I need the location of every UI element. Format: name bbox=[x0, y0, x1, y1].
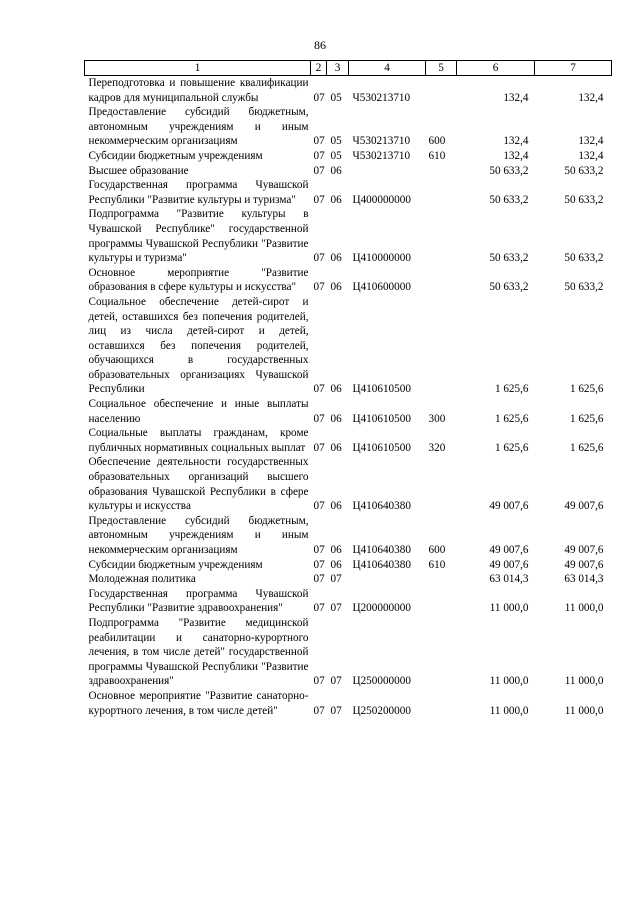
subsection-code: 05 bbox=[330, 91, 342, 104]
table-row bbox=[85, 587, 612, 616]
amount-year-1: 132,4 bbox=[503, 149, 529, 162]
subsection-code: 05 bbox=[330, 135, 342, 148]
item-name: Подпрограмма "Развитие медицинской реабилитации и санаторно-курортного лечения, в том числе детей" государственной программы Чувашской Республики "Развитие здравоохранения" bbox=[88, 616, 309, 688]
header-row bbox=[85, 61, 612, 76]
target-article-code: Ц410610500 bbox=[352, 383, 411, 396]
section-code: 07 bbox=[313, 544, 325, 556]
subsection-code: 07 bbox=[330, 704, 342, 717]
amount-year-1: 50 633,2 bbox=[489, 281, 529, 294]
amount-year-1: 11 000,0 bbox=[489, 602, 529, 615]
expense-type-code bbox=[426, 164, 457, 179]
section-code: 07 bbox=[313, 164, 325, 177]
target-article-code bbox=[349, 572, 426, 587]
section-code: 07 bbox=[313, 412, 325, 425]
subsection-code: 06 bbox=[330, 544, 342, 556]
table-row bbox=[85, 149, 612, 164]
amount-year-1: 132,4 bbox=[503, 91, 529, 104]
target-article-code: Ч530213710 bbox=[352, 149, 411, 162]
amount-year-1: 1 625,6 bbox=[494, 441, 529, 454]
subsection-code: 06 bbox=[330, 500, 342, 513]
column-header: 2 bbox=[311, 61, 327, 76]
item-name: Государственная программа Чувашской Республики "Развитие здравоохранения" bbox=[88, 587, 309, 615]
table-row bbox=[85, 178, 612, 207]
subsection-code: 07 bbox=[330, 675, 342, 688]
amount-year-1: 50 633,2 bbox=[489, 164, 529, 177]
section-code: 07 bbox=[313, 149, 325, 162]
table-row bbox=[85, 689, 612, 718]
amount-year-2: 49 007,6 bbox=[564, 544, 604, 556]
item-name: Предоставление субсидий бюджетным, автономным учреждениям и иным некоммерческим организациям bbox=[88, 514, 309, 556]
target-article-code: Ч530213710 bbox=[352, 91, 411, 104]
amount-year-2: 132,4 bbox=[578, 91, 604, 104]
expense-type-code bbox=[426, 587, 457, 616]
item-name: Субсидии бюджетным учреждениям bbox=[88, 558, 263, 571]
amount-year-1: 50 633,2 bbox=[489, 193, 529, 206]
column-header: 5 bbox=[426, 61, 457, 76]
target-article-code: Ц250000000 bbox=[352, 675, 411, 688]
item-name: Социальное обеспечение детей-сирот и детей, оставшихся без попечения родителей, лиц из числа детей-сирот и детей, оставшихся без попечения родителей, обучающихся в государственных образовательных организациях Чувашской Республики bbox=[88, 295, 309, 396]
table-row bbox=[85, 572, 612, 587]
subsection-code: 06 bbox=[330, 383, 342, 396]
target-article-code bbox=[349, 164, 426, 179]
amount-year-2: 63 014,3 bbox=[564, 573, 604, 586]
target-article-code: Ц410640380 bbox=[352, 500, 411, 513]
item-name: Высшее образование bbox=[88, 164, 189, 177]
target-article-code: Ц410640380 bbox=[352, 558, 411, 571]
section-code: 07 bbox=[313, 383, 325, 396]
amount-year-1: 49 007,6 bbox=[489, 544, 529, 556]
subsection-code: 06 bbox=[330, 412, 342, 425]
amount-year-2: 1 625,6 bbox=[569, 383, 604, 396]
expense-type-code bbox=[426, 689, 457, 718]
column-header: 7 bbox=[535, 61, 612, 76]
expense-type-code: 320 bbox=[428, 441, 446, 454]
amount-year-2: 11 000,0 bbox=[564, 602, 604, 615]
expense-type-code: 610 bbox=[428, 558, 446, 571]
amount-year-2: 49 007,6 bbox=[564, 500, 604, 513]
expense-type-code bbox=[426, 207, 457, 265]
subsection-code: 07 bbox=[330, 602, 342, 615]
item-name: Подпрограмма "Развитие культуры в Чувашской Республике" государственной программы Чувашской Республики "Развитие культуры и туризма" bbox=[88, 208, 309, 265]
amount-year-2: 1 625,6 bbox=[569, 412, 604, 425]
section-code: 07 bbox=[313, 558, 325, 571]
table-body bbox=[85, 76, 612, 719]
section-code: 07 bbox=[313, 704, 325, 717]
amount-year-2: 132,4 bbox=[578, 135, 604, 148]
amount-year-2: 50 633,2 bbox=[564, 281, 604, 294]
item-name: Обеспечение деятельности государственных образовательных организаций высшего образования Чувашской Республики в сфере культуры и искусства bbox=[88, 456, 309, 513]
table-row bbox=[85, 397, 612, 426]
item-name: Государственная программа Чувашской Республики "Развитие культуры и туризма" bbox=[88, 179, 309, 206]
subsection-code: 06 bbox=[330, 252, 342, 265]
subsection-code: 07 bbox=[330, 573, 342, 586]
section-code: 07 bbox=[313, 252, 325, 265]
table-row bbox=[85, 616, 612, 689]
expense-type-code bbox=[426, 76, 457, 106]
table-row bbox=[85, 426, 612, 455]
target-article-code: Ц200000000 bbox=[352, 602, 411, 615]
subsection-code: 06 bbox=[330, 441, 342, 454]
item-name: Переподготовка и повышение квалификации кадров для муниципальной службы bbox=[88, 77, 309, 104]
table-row bbox=[85, 266, 612, 295]
table-row bbox=[85, 105, 612, 149]
section-code: 07 bbox=[313, 135, 325, 148]
budget-table bbox=[84, 60, 612, 718]
amount-year-1: 132,4 bbox=[503, 135, 529, 148]
table-row bbox=[85, 207, 612, 265]
target-article-code: Ц410610500 bbox=[352, 441, 411, 454]
item-name: Молодежная политика bbox=[88, 573, 196, 586]
expense-type-code bbox=[426, 266, 457, 295]
expense-type-code bbox=[426, 295, 457, 397]
page-number: 86 bbox=[314, 38, 326, 52]
amount-year-1: 50 633,2 bbox=[489, 252, 529, 265]
amount-year-1: 1 625,6 bbox=[494, 412, 529, 425]
amount-year-2: 50 633,2 bbox=[564, 164, 604, 177]
item-name: Основное мероприятие "Развитие образования в сфере культуры и искусства" bbox=[88, 266, 309, 294]
expense-type-code bbox=[426, 455, 457, 513]
column-header: 1 bbox=[85, 61, 311, 76]
table-row bbox=[85, 295, 612, 397]
table-row bbox=[85, 76, 612, 106]
target-article-code: Ц400000000 bbox=[352, 193, 411, 206]
subsection-code: 06 bbox=[330, 281, 342, 294]
subsection-code: 06 bbox=[330, 193, 342, 206]
expense-type-code bbox=[426, 178, 457, 207]
table-row bbox=[85, 164, 612, 179]
target-article-code: Ц410600000 bbox=[352, 281, 411, 294]
table-header bbox=[85, 61, 612, 76]
section-code: 07 bbox=[313, 602, 325, 615]
amount-year-1: 49 007,6 bbox=[489, 500, 529, 513]
item-name: Предоставление субсидий бюджетным, автономным учреждениям и иным некоммерческим организациям bbox=[88, 106, 309, 148]
expense-type-code: 300 bbox=[428, 412, 446, 425]
section-code: 07 bbox=[313, 91, 325, 104]
amount-year-2: 11 000,0 bbox=[564, 675, 604, 688]
amount-year-1: 11 000,0 bbox=[489, 675, 529, 688]
section-code: 07 bbox=[313, 573, 325, 586]
column-header: 6 bbox=[457, 61, 535, 76]
section-code: 07 bbox=[313, 441, 325, 454]
subsection-code: 05 bbox=[330, 149, 342, 162]
item-name: Субсидии бюджетным учреждениям bbox=[88, 149, 263, 162]
target-article-code: Ц250200000 bbox=[352, 704, 411, 717]
section-code: 07 bbox=[313, 193, 325, 206]
amount-year-2: 132,4 bbox=[578, 149, 604, 162]
target-article-code: Ц410000000 bbox=[352, 252, 411, 265]
table-row bbox=[85, 514, 612, 558]
expense-type-code bbox=[426, 572, 457, 587]
section-code: 07 bbox=[313, 281, 325, 294]
amount-year-2: 50 633,2 bbox=[564, 252, 604, 265]
section-code: 07 bbox=[313, 675, 325, 688]
item-name: Социальное обеспечение и иные выплаты населению bbox=[88, 398, 309, 425]
expense-type-code: 600 bbox=[428, 544, 446, 556]
amount-year-1: 1 625,6 bbox=[494, 383, 529, 396]
table-row bbox=[85, 558, 612, 573]
subsection-code: 06 bbox=[330, 164, 342, 177]
amount-year-1: 11 000,0 bbox=[489, 704, 529, 717]
amount-year-1: 49 007,6 bbox=[489, 558, 529, 571]
target-article-code: Ц410640380 bbox=[352, 544, 411, 556]
target-article-code: Ч530213710 bbox=[352, 135, 411, 148]
expense-type-code bbox=[426, 616, 457, 689]
item-name: Социальные выплаты гражданам, кроме публичных нормативных социальных выплат bbox=[88, 427, 309, 454]
amount-year-1: 63 014,3 bbox=[489, 573, 529, 586]
column-header: 4 bbox=[349, 61, 426, 76]
amount-year-2: 1 625,6 bbox=[569, 441, 604, 454]
amount-year-2: 11 000,0 bbox=[564, 704, 604, 717]
amount-year-2: 49 007,6 bbox=[564, 558, 604, 571]
item-name: Основное мероприятие "Развитие санаторно-курортного лечения, в том числе детей" bbox=[88, 689, 309, 717]
target-article-code: Ц410610500 bbox=[352, 412, 411, 425]
expense-type-code: 600 bbox=[428, 135, 446, 148]
amount-year-2: 50 633,2 bbox=[564, 193, 604, 206]
subsection-code: 06 bbox=[330, 558, 342, 571]
section-code: 07 bbox=[313, 500, 325, 513]
column-header: 3 bbox=[327, 61, 349, 76]
expense-type-code: 610 bbox=[428, 149, 446, 162]
table-row bbox=[85, 455, 612, 513]
